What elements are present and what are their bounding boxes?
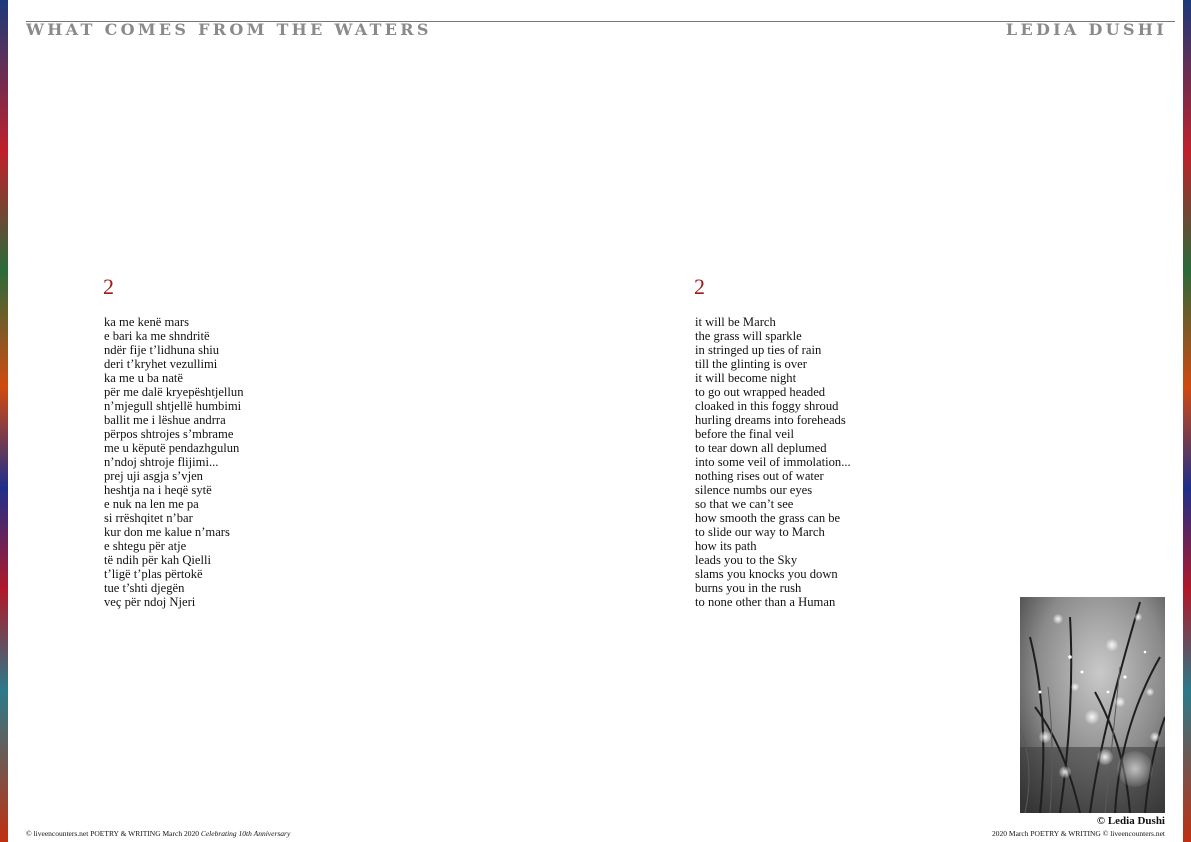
poem-line: how smooth the grass can be: [695, 511, 841, 525]
poem-line: into some veil of immolation...: [695, 455, 851, 469]
poem-line: ballit me i lëshue andrra: [104, 413, 226, 427]
poem-line: so that we can’t see: [695, 497, 794, 511]
footer-left-italic: Celebrating 10th Anniversary: [200, 829, 291, 838]
poem-line: burns you in the rush: [695, 581, 802, 595]
poem-line: leads you to the Sky: [695, 553, 798, 567]
poem-line: ka me u ba natë: [104, 371, 184, 385]
poem-line: përpos shtrojes s’mbrame: [104, 427, 234, 441]
poem-line: prej uji asgja s’vjen: [104, 469, 203, 483]
poem-line: to tear down all deplumed: [695, 441, 827, 455]
poem-line: me u këputë pendazhgulun: [104, 441, 240, 455]
photo-credit: © Ledia Dushi: [1096, 815, 1165, 827]
poem-line: to slide our way to March: [695, 525, 825, 539]
poem-line: hurling dreams into foreheads: [695, 413, 846, 427]
header-title-left: WHAT COMES FROM THE WATERS: [26, 20, 432, 39]
poem-line: silence numbs our eyes: [695, 483, 813, 497]
poem-line: e nuk na len me pa: [104, 497, 199, 511]
header-author: LEDIA DUSHI: [1005, 20, 1167, 39]
poem-line: how its path: [695, 539, 757, 553]
poem-line: it will be March: [695, 315, 776, 329]
poem-line: nothing rises out of water: [695, 469, 824, 483]
footer-left-text: © liveencounters.net POETRY & WRITING March 2020: [26, 829, 201, 838]
poem-line: ka me kenë mars: [104, 315, 189, 329]
poem-line: it will become night: [695, 371, 797, 385]
poem-line: till the glinting is over: [695, 357, 807, 371]
right-poem: [695, 315, 851, 609]
poem-line: si rrëshqitet n’bar: [104, 511, 193, 525]
left-poem: [104, 315, 244, 609]
poem-line: të ndih për kah Qielli: [104, 553, 212, 567]
poem-line: për me dalë kryepështjellun: [104, 385, 244, 399]
poem-line: to none other than a Human: [695, 595, 836, 609]
poem-line: cloaked in this foggy shroud: [695, 399, 839, 413]
poem-line: before the final veil: [695, 427, 794, 441]
page: [8, 0, 1183, 842]
left-poem-number: 2: [103, 274, 114, 299]
poem-line: ndër fije t’lidhuna shiu: [104, 343, 220, 357]
poem-line: heshtja na i heqë sytë: [104, 483, 212, 497]
footer-left: [26, 829, 290, 838]
poem-line: veç për ndoj Njeri: [104, 595, 196, 609]
poem-line: in stringed up ties of rain: [695, 343, 822, 357]
poem-line: t’ligë t’plas përtokë: [104, 567, 203, 581]
grass-dew-photo: [1020, 597, 1165, 813]
poem-line: deri t’kryhet vezullimi: [104, 357, 218, 371]
right-poem-number: 2: [694, 274, 705, 299]
poem-line: to go out wrapped headed: [695, 385, 826, 399]
poem-line: n’mjegull shtjellë humbimi: [104, 399, 242, 413]
poem-line: slams you knocks you down: [695, 567, 838, 581]
poem-line: n’ndoj shtroje flijimi...: [104, 455, 219, 469]
poem-line: kur don me kalue n’mars: [104, 525, 230, 539]
poem-line: e bari ka me shndritë: [104, 329, 210, 343]
footer-right: 2020 March POETRY & WRITING © liveencounters.net: [992, 829, 1165, 838]
poem-line: tue t’shti djegën: [104, 581, 185, 595]
poem-line: the grass will sparkle: [695, 329, 802, 343]
poem-line: e shtegu për atje: [104, 539, 187, 553]
